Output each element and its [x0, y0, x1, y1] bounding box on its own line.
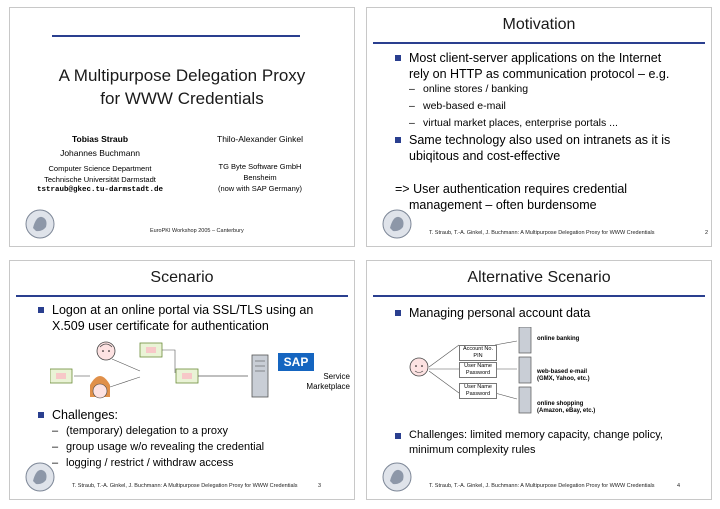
- subitem-portals: – virtual market places, enterprise portals ...: [423, 116, 618, 130]
- authors-left: [30, 132, 170, 160]
- bullet-intranet-line-2: ubiqitous and cost-effective: [409, 149, 561, 163]
- slide-footer: T. Straub, T.-A. Ginkel, J. Buchmann: A Multipurpose Delegation Proxy for WWW Credentials: [429, 483, 655, 489]
- credential-box-banking: [459, 345, 497, 361]
- scenario-illustration: [50, 341, 290, 411]
- arrow-icon: [495, 393, 517, 399]
- bullet-http: [409, 50, 709, 82]
- arrow-icon: [112, 359, 140, 371]
- author-email: tstraub@gkec.tu-darmstadt.de: [36, 186, 164, 194]
- affiliation-dept: Computer Science Department: [48, 164, 152, 173]
- page-number: 2: [705, 230, 709, 236]
- label-online-shopping-line-2: (Amazon, eBay, etc.): [537, 408, 596, 414]
- sap-logo: [278, 353, 314, 371]
- bullet-square-icon: [38, 412, 44, 418]
- bullet-logon-line-1: Logon at an online portal via SSL/TLS using an: [52, 303, 314, 317]
- user-icon: [410, 358, 428, 376]
- subitem-delegation: – (temporary) delegation to a proxy: [66, 424, 228, 438]
- university-logo-icon: [381, 208, 413, 240]
- box-banking-line-1: Account No.: [463, 346, 493, 352]
- slide-title: Scenario: [150, 269, 214, 286]
- arrow-icon: [162, 350, 175, 373]
- affiliation-company: TG Byte Software GmbH: [218, 162, 302, 171]
- author-straub: Tobias Straub: [71, 134, 129, 144]
- server-icon: [519, 327, 531, 353]
- presentation-title: [10, 64, 354, 110]
- bullet-intranet: [409, 132, 709, 164]
- box-email-line-1: User Name: [464, 363, 492, 369]
- university-logo-icon: [24, 208, 56, 240]
- certificate-icon: [50, 369, 72, 383]
- bullet-logon-line-2: X.509 user certificate for authentication: [52, 319, 269, 333]
- certificate-icon: [140, 343, 162, 357]
- bullet-challenges-text: Challenges:: [52, 408, 119, 422]
- page-number: 4: [677, 483, 681, 489]
- title-rule: [16, 295, 348, 297]
- box-shopping-line-1: User Name: [464, 384, 492, 390]
- user-male-icon: [97, 342, 115, 360]
- bullet-alt-challenges: [409, 428, 709, 458]
- credential-box-shopping: [459, 383, 497, 399]
- slide-alternative-scenario: [366, 260, 712, 500]
- server-icon: [519, 357, 531, 383]
- bullet-alt-challenges-line-1: Challenges: limited memory capacity, change policy,: [409, 429, 663, 441]
- slide-scenario: [9, 260, 355, 500]
- bullet-square-icon: [395, 433, 401, 439]
- bullet-managing-text: Managing personal account data: [409, 306, 591, 320]
- title-rule: [373, 42, 705, 44]
- slide-motivation: [366, 7, 712, 247]
- bullet-square-icon: [395, 137, 401, 143]
- title-line-1: A Multipurpose Delegation Proxy: [58, 66, 306, 85]
- title-rule: [52, 35, 300, 37]
- bullet-managing: [409, 305, 590, 321]
- affiliation-now: (now with SAP Germany): [217, 184, 303, 193]
- server-icon: [252, 355, 268, 397]
- slide-title: Alternative Scenario: [467, 269, 611, 286]
- user-female-icon: [90, 376, 110, 398]
- affiliation-univ: Technische Universität Darmstadt: [44, 175, 156, 184]
- bullet-alt-challenges-line-2: minimum complexity rules: [409, 444, 536, 456]
- slide-footer: T. Straub, T.-A. Ginkel, J. Buchmann: A Multipurpose Delegation Proxy for WWW Credentials: [72, 483, 298, 489]
- subitem-email: – web-based e-mail: [423, 99, 506, 113]
- title-rule: [373, 295, 705, 297]
- slide-footer: T. Straub, T.-A. Ginkel, J. Buchmann: A Multipurpose Delegation Proxy for WWW Credentials: [429, 230, 655, 236]
- label-web-email: [537, 369, 590, 383]
- bullet-square-icon: [395, 310, 401, 316]
- box-email-line-2: Password: [465, 370, 491, 376]
- label-web-email-line-1: web-based e-mail: [537, 369, 588, 375]
- service-marketplace-label: [280, 372, 350, 392]
- bullet-square-icon: [395, 55, 401, 61]
- author-ginkel: Thilo-Alexander Ginkel: [217, 134, 303, 144]
- certificate-icon: [176, 369, 198, 383]
- affiliation-city: Bensheim: [243, 173, 277, 182]
- university-logo-icon: [24, 461, 56, 493]
- subitem-stores: – online stores / banking: [423, 82, 528, 96]
- server-icon: [519, 387, 531, 413]
- page-number: 3: [318, 483, 322, 489]
- box-shopping-line-2: Password: [465, 391, 491, 397]
- credential-box-email: [459, 362, 497, 378]
- label-online-shopping-line-1: online shopping: [537, 401, 584, 407]
- bullet-square-icon: [38, 307, 44, 313]
- affiliation-left: [20, 163, 180, 196]
- university-logo-icon: [381, 461, 413, 493]
- subitem-logging: – logging / restrict / withdraw access: [66, 456, 234, 470]
- sap-logo-text: SAP: [283, 355, 309, 369]
- bullet-intranet-line-1: Same technology also used on intranets as it is: [409, 133, 671, 147]
- label-web-email-line-2: (GMX, Yahoo, etc.): [537, 376, 590, 382]
- conclusion: [395, 181, 705, 213]
- service-label-line-1: Service: [323, 372, 350, 381]
- label-online-shopping: [537, 401, 595, 415]
- slide-title: [9, 7, 355, 247]
- box-banking-line-2: PIN: [473, 353, 483, 359]
- arrow-icon: [110, 377, 140, 387]
- conclusion-line-1: => User authentication requires credential: [395, 182, 628, 196]
- arrow-icon: [429, 345, 459, 367]
- bullet-http-line-2: rely on HTTP as communication protocol – e.g.: [409, 67, 670, 81]
- affiliation-right: [190, 161, 330, 194]
- author-buchmann: Johannes Buchmann: [60, 148, 140, 158]
- arrow-icon: [429, 371, 459, 393]
- slide-footer: EuroPKI Workshop 2005 – Canterbury: [150, 228, 244, 234]
- title-line-2: for WWW Credentials: [100, 89, 264, 108]
- slide-title: Motivation: [502, 16, 576, 33]
- subitem-group-usage: – group usage w/o revealing the credential: [66, 440, 264, 454]
- bullet-http-line-1: Most client-server applications on the Internet: [409, 51, 662, 65]
- conclusion-line-2: management – often burdensome: [409, 198, 597, 212]
- service-label-line-2: Marketplace: [306, 382, 350, 391]
- label-online-banking: online banking: [537, 336, 580, 342]
- bullet-challenges: [52, 407, 118, 423]
- arrow-icon: [495, 341, 517, 345]
- bullet-logon: [52, 302, 352, 334]
